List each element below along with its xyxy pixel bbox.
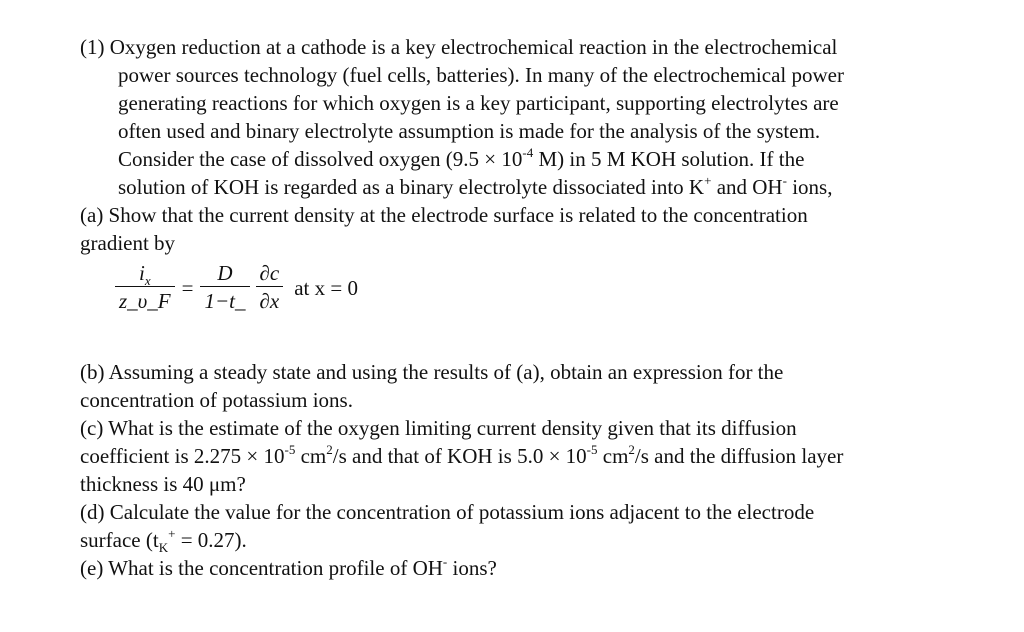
current-density-equation [112, 260, 362, 315]
superscript: 2 [326, 442, 333, 457]
text-segment: coefficient is 2.275 × 10 [80, 444, 285, 468]
text-segment: generating reactions for which oxygen is a key participant, supporting electrolytes are [118, 91, 839, 115]
text-segment: ions, [786, 175, 833, 199]
text-segment: /s and the diffusion layer [634, 444, 844, 468]
text-segment: power sources technology (fuel cells, batteries). In many of the electrochemical power [118, 63, 844, 87]
subscript: K [158, 540, 169, 556]
text-line [80, 229, 844, 257]
equation-block [80, 257, 844, 358]
rhs2-denominator: ∂x [256, 286, 284, 315]
text-segment: Consider the case of dissolved oxygen (9.5 × 10 [118, 147, 523, 171]
text-segment: (b) Assuming a steady state and using the results of (a), obtain an expression for the [80, 360, 784, 384]
superscript: -4 [522, 145, 534, 160]
text-line [80, 526, 844, 554]
text-segment: often used and binary electrolyte assumption is made for the analysis of the system. [118, 119, 821, 143]
rhs2-numerator: ∂c [259, 261, 280, 285]
text-line [80, 145, 844, 173]
superscript: -5 [284, 442, 296, 457]
text-segment: (e) What is the concentration profile of OH [80, 556, 443, 580]
text-segment: ions? [447, 556, 497, 580]
text-segment: gradient by [80, 231, 176, 255]
superscript: 2 [628, 442, 635, 457]
superscript: - [782, 173, 787, 188]
text-segment: cm [295, 444, 327, 468]
text-line [80, 386, 844, 414]
text-segment: and OH [711, 175, 783, 199]
text-line [80, 414, 844, 442]
equals-sign: = [181, 275, 194, 300]
text-line [80, 173, 844, 201]
current-symbol: i [139, 261, 145, 285]
lhs-numerator [135, 260, 155, 289]
text-line [80, 89, 844, 117]
problem-text [80, 33, 844, 582]
text-segment: solution of KOH is regarded as a binary electrolyte dissociated into K [118, 175, 705, 199]
text-line [80, 358, 844, 386]
text-segment: concentration of potassium ions. [80, 388, 353, 412]
text-segment: M) in 5 M KOH solution. If the [533, 147, 805, 171]
text-segment: surface (t [80, 528, 159, 552]
superscript: -5 [586, 442, 598, 457]
text-segment: /s and that of KOH is 5.0 × 10 [332, 444, 587, 468]
text-segment: (a) Show that the current density at the electrode surface is related to the concentration [80, 203, 808, 227]
text-segment: (c) What is the estimate of the oxygen limiting current density given that its diffusion [80, 416, 797, 440]
text-line [80, 554, 844, 582]
text-line [80, 498, 844, 526]
text-segment: thickness is 40 μm? [80, 472, 246, 496]
text-segment: (1) Oxygen reduction at a cathode is a key electrochemical reaction in the electrochemical [80, 35, 838, 59]
current-subscript: x [144, 273, 151, 289]
text-line [80, 61, 844, 89]
rhs1-denominator: 1−t_ [200, 286, 249, 315]
superscript: - [442, 554, 448, 569]
lhs-denominator: z_υ_F [115, 286, 175, 315]
lhs-fraction [115, 260, 175, 315]
rhs-fraction-2 [256, 260, 284, 315]
superscript: + [704, 173, 712, 188]
text-line [80, 442, 844, 470]
text-line [80, 201, 844, 229]
text-segment: cm [597, 444, 629, 468]
boundary-condition: at x = 0 [294, 275, 358, 300]
text-line [80, 117, 844, 145]
text-segment: = 0.27). [175, 528, 247, 552]
text-segment: (d) Calculate the value for the concentration of potassium ions adjacent to the electrode [80, 500, 815, 524]
text-line [80, 33, 844, 61]
rhs-fraction-1 [200, 260, 249, 315]
superscript: + [168, 526, 176, 541]
text-line [80, 470, 844, 498]
rhs1-numerator: D [217, 261, 233, 285]
